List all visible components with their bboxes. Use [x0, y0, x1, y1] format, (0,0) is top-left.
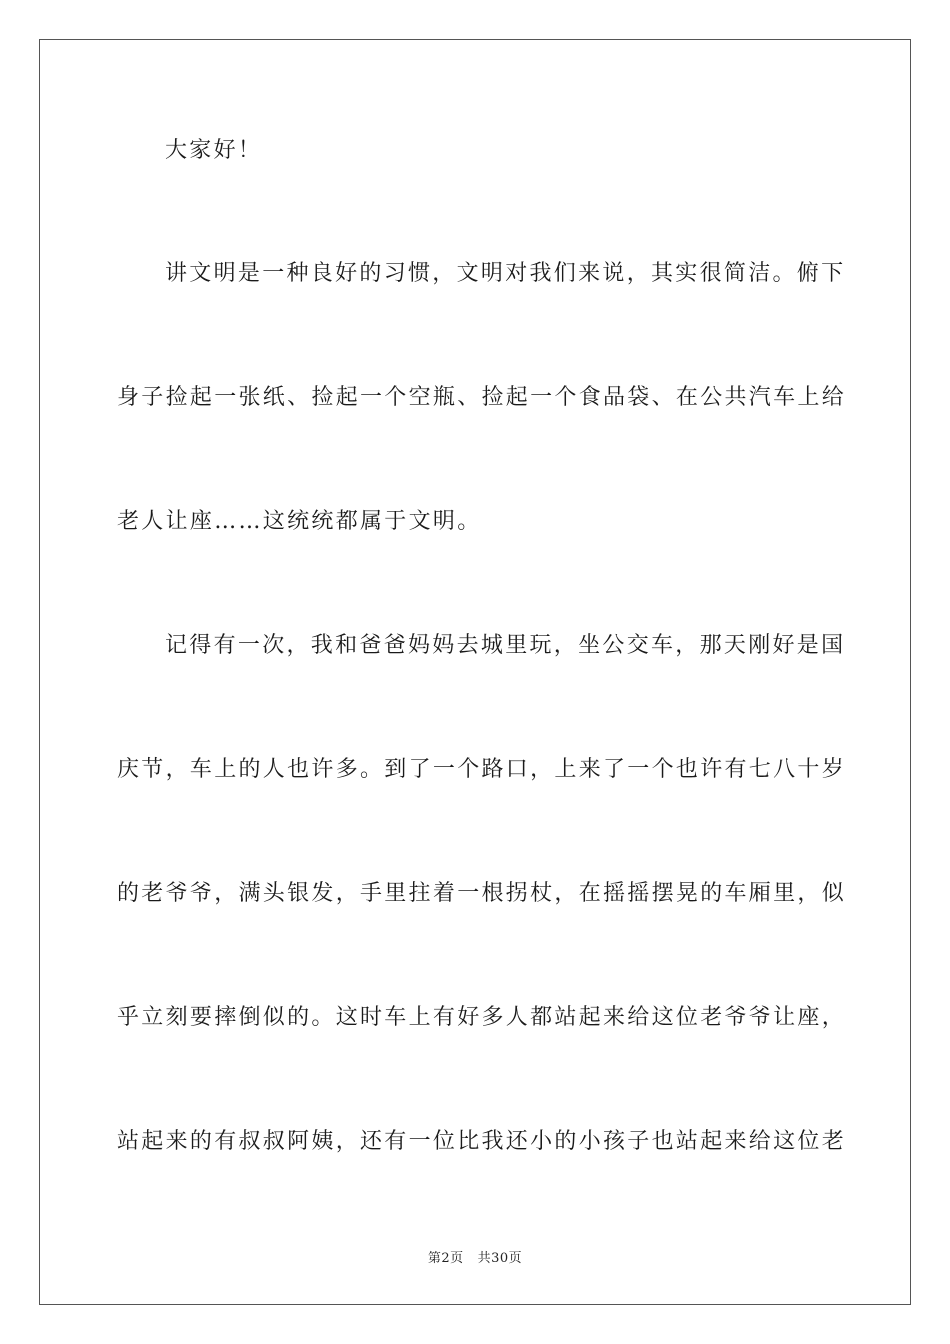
paragraph-line: 庆节，车上的人也许多。到了一个路口，上来了一个也许有七八十岁	[117, 757, 847, 782]
paragraph-line: 乎立刻要摔倒似的。这时车上有好多人都站起来给这位老爷爷让座，	[117, 1005, 847, 1030]
paragraph-line: 讲文明是一种良好的习惯，文明对我们来说，其实很简洁。俯下	[165, 261, 846, 286]
paragraph-line: 记得有一次，我和爸爸妈妈去城里玩，坐公交车，那天刚好是国	[165, 633, 846, 658]
page-total: 共30页	[477, 1251, 523, 1266]
paragraph-line: 老人让座……这统统都属于文明。	[117, 509, 482, 534]
page-footer	[0, 1247, 950, 1266]
paragraph-line: 身子捡起一张纸、捡起一个空瓶、捡起一个食品袋、在公共汽车上给	[117, 385, 847, 410]
page-border	[39, 39, 911, 1305]
paragraph-line: 的老爷爷，满头银发，手里拄着一根拐杖，在摇摇摆晃的车厢里，似	[117, 881, 847, 906]
page-number: 第2页	[427, 1251, 464, 1266]
paragraph-line: 站起来的有叔叔阿姨，还有一位比我还小的小孩子也站起来给这位老	[117, 1129, 847, 1154]
greeting-line: 大家好！	[165, 138, 263, 163]
